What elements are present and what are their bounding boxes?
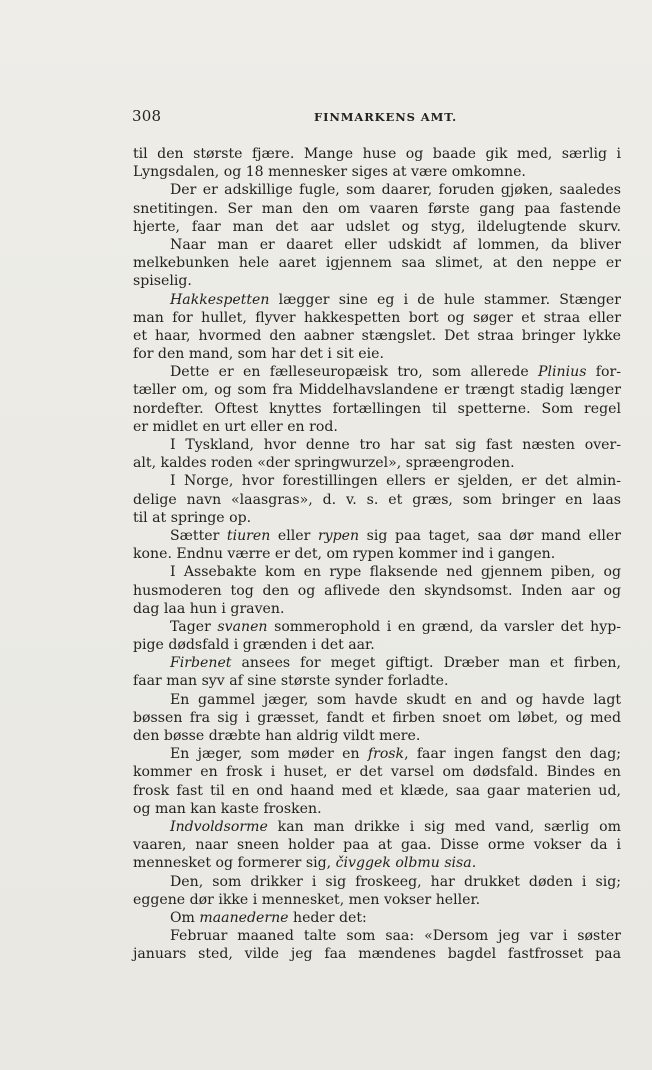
text-line: for den mand, som har det i sit eie. <box>133 346 384 363</box>
text-line: kommer en frosk i huset, er det varsel om dødsfald. Bindes en <box>133 764 621 781</box>
text-line: snetitingen. Ser man den om vaaren første gang paa fastende <box>133 200 621 217</box>
text-line: og man kan kaste frosken. <box>133 800 322 817</box>
text-line: I Assebakte kom en rype flaksende ned gjennem piben, og <box>170 564 621 581</box>
text-line: nordefter. Oftest knyttes fortællingen til spetterne. Som regel <box>133 400 621 417</box>
text-line: En gammel jæger, som havde skudt en and og havde lagt <box>170 691 621 708</box>
text-line: Hakkespetten lægger sine eg i de hule stammer. Stænger <box>170 291 621 308</box>
text-line: den bøsse dræbte han aldrig vildt mere. <box>133 728 421 744</box>
text-line: Firbenet ansees for meget giftigt. Dræber man et firben, <box>170 655 621 672</box>
text-line: spiselig. <box>133 273 192 290</box>
text-line: frosk fast til en ond haand med et klæde, saa gaar materien ud, <box>133 782 621 799</box>
text-line: delige navn «laasgras», d. v. s. et græs, som bringer en laas <box>133 491 621 508</box>
text-line: januars sted, vilde jeg faa mændenes bagdel fastfrosset paa <box>133 946 621 963</box>
text-line: melkebunken hele aaret igjennem saa slimet, at den neppe er <box>133 255 621 272</box>
body-text <box>133 145 621 963</box>
text-line: faar man syv af sine største synder forladte. <box>133 673 449 690</box>
text-line: Der er adskillige fugle, som daarer, foruden gjøken, saaledes <box>170 182 621 199</box>
text-line: Naar man er daaret eller udskidt af lommen, da bliver <box>170 236 621 253</box>
text-line: Sætter tiuren eller rypen sig paa taget, saa dør mand eller <box>170 527 621 544</box>
text-line: man for hullet, flyver hakkespetten bort og søger et straa eller <box>133 309 621 326</box>
text-line: mennesket og formerer sig, čivggek olbmu sisa. <box>133 855 477 872</box>
text-line: tæller om, og som fra Middelhavslandene er trængt stadig længer <box>133 382 621 399</box>
text-line: et haar, hvormed den aabner stængslet. Det straa bringer lykke <box>133 327 621 344</box>
text-line: vaaren, naar sneen holder paa at gaa. Disse orme vokser da i <box>133 837 621 854</box>
text-line: bøssen fra sig i græsset, fandt et firben snoet om løbet, og med <box>133 709 621 726</box>
page-number: 308 <box>132 107 162 125</box>
page-header <box>132 107 622 127</box>
text-line: alt, kaldes roden «der springwurzel», spræengroden. <box>133 455 515 472</box>
text-line: I Norge, hvor forestillingen ellers er sjelden, er det almin- <box>170 473 621 490</box>
text-line: Dette er en fælleseuropæisk tro, som allerede Plinius for- <box>170 364 621 381</box>
text-line: Tager svanen sommerophold i en grænd, da varsler det hyp- <box>170 618 622 635</box>
text-line: til at springe op. <box>133 509 252 526</box>
text-line: Den, som drikker i sig froskeeg, har drukket døden i sig; <box>170 873 621 890</box>
text-line: En jæger, som møder en frosk, faar ingen fangst den dag; <box>170 746 621 763</box>
text-line: Lyngsdalen, og 18 mennesker siges at være omkomne. <box>133 164 526 181</box>
text-line: dag laa hun i graven. <box>133 600 285 617</box>
text-line: pige dødsfald i grænden i det aar. <box>133 637 375 654</box>
text-line: I Tyskland, hvor denne tro har sat sig fast næsten over- <box>170 437 621 453</box>
text-line: husmoderen tog den og aflivede den skyndsomst. Inden aar og <box>133 582 621 599</box>
text-line: er midlet en urt eller en rod. <box>133 418 338 435</box>
running-head: FINMARKENS AMT. <box>314 110 458 124</box>
text-line: Februar maaned talte som saa: «Dersom jeg var i søster <box>170 928 621 945</box>
text-line: Om maanederne heder det: <box>170 909 367 926</box>
text-line: Indvoldsorme kan man drikke i sig med vand, særlig om <box>170 818 621 835</box>
text-line: eggene dør ikke i mennesket, men vokser heller. <box>133 891 481 908</box>
text-line: kone. Endnu værre er det, om rypen kommer ind i gangen. <box>133 546 556 563</box>
text-line: hjerte, faar man det aar udslet og styg, ildelugtende skurv. <box>133 218 621 235</box>
text-line: til den største fjære. Mange huse og baade gik med, særlig i <box>133 146 621 162</box>
